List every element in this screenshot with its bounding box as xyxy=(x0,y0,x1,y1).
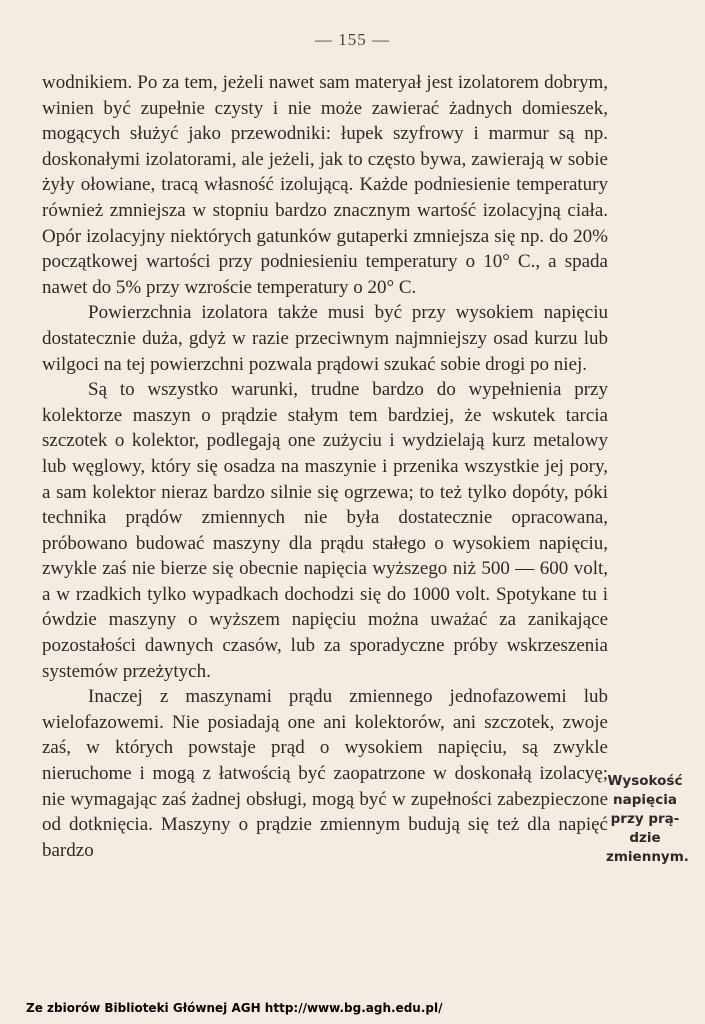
body-text xyxy=(42,70,608,863)
paragraph: Są to wszystko warunki, trudne bardzo do wypełnienia przy kolektorze maszyn o prądzie stałym tem bardziej, że wskutek tarcia szczotek o kolektor, podlegają one zużyciu i wydzielają kurz metalowy lub węglowy, który się osadza na maszynie i przenika wszystkie jej pory, a sam kolektor nieraz bardzo silnie się ogrzewa; to też tylko dopóty, póki technika prądów zmiennych nie była dostatecznie opracowana, próbowano budować maszyny dla prądu stałego o wysokiem napięciu, zwykle zaś nie bierze się obecnie napięcia wyższego niż 500 — 600 volt, a w rzadkich tylko wypadkach dochodzi się do 1000 volt. Spotykane tu i ówdzie maszyny o wyższem napięciu można uważać za zanikające pozostałości dawnych czasów, lub za sporadyczne próby wskrzeszenia systemów przeżytych. xyxy=(42,379,608,682)
margin-note-line: przy prą- xyxy=(610,811,680,827)
margin-note xyxy=(606,772,689,867)
margin-note-line: napięcia xyxy=(613,792,677,808)
paragraph: Inaczej z maszynami prądu zmiennego jednofazowemi lub wielofazowemi. Nie posiadają one ani kolektorów, ani szczotek, zwoje zaś, w których powstaje prąd o wysokiem napięciu, są zwykle nieruchome i mogą z łatwością być zaopatrzone w doskonałą izolacyę; nie wymagając zaś żadnej obsługi, mogą być w zupełności zabezpieczone od dotknięcia. Maszyny o prądzie zmiennym budują się też dla napięć bardzo xyxy=(42,686,608,861)
margin-note-line: dzie xyxy=(629,830,661,846)
paragraph: wodnikiem. Po za tem, jeżeli nawet sam materyał jest izolatorem dobrym, winien być zupełnie czysty i nie może zawierać żadnych domieszek, mogących służyć jako przewodniki: łupek szyfrowy i marmur są np. doskonałymi izolatorami, ale jeżeli, jak to często bywa, zawierają w sobie żyły ołowiane, tracą własność izolującą. Każde podniesienie temperatury również zmniejsza w stopniu bardzo znacznym wartość izolacyjną ciała. Opór izolacyjny niektórych gatunków gutaperki zmniejsza się np. do 20% początkowej wartości przy podniesieniu temperatury o 10° C., a spada nawet do 5% przy wzroście temperatury o 20° C. xyxy=(42,72,608,298)
library-footer: Ze zbiorów Biblioteki Głównej AGH http://www.bg.agh.edu.pl/ xyxy=(26,1001,443,1015)
margin-note-line: Wysokość xyxy=(607,773,683,789)
margin-note-line: zmiennym. xyxy=(606,849,689,865)
paragraph: Powierzchnia izolatora także musi być przy wysokiem napięciu dostatecznie duża, gdyż w razie przeciwnym najmniejszy osad kurzu lub wilgoci na tej powierzchni pozwala prądowi szukać sobie drogi po niej. xyxy=(42,302,608,375)
page-number: — 155 — xyxy=(315,30,390,49)
